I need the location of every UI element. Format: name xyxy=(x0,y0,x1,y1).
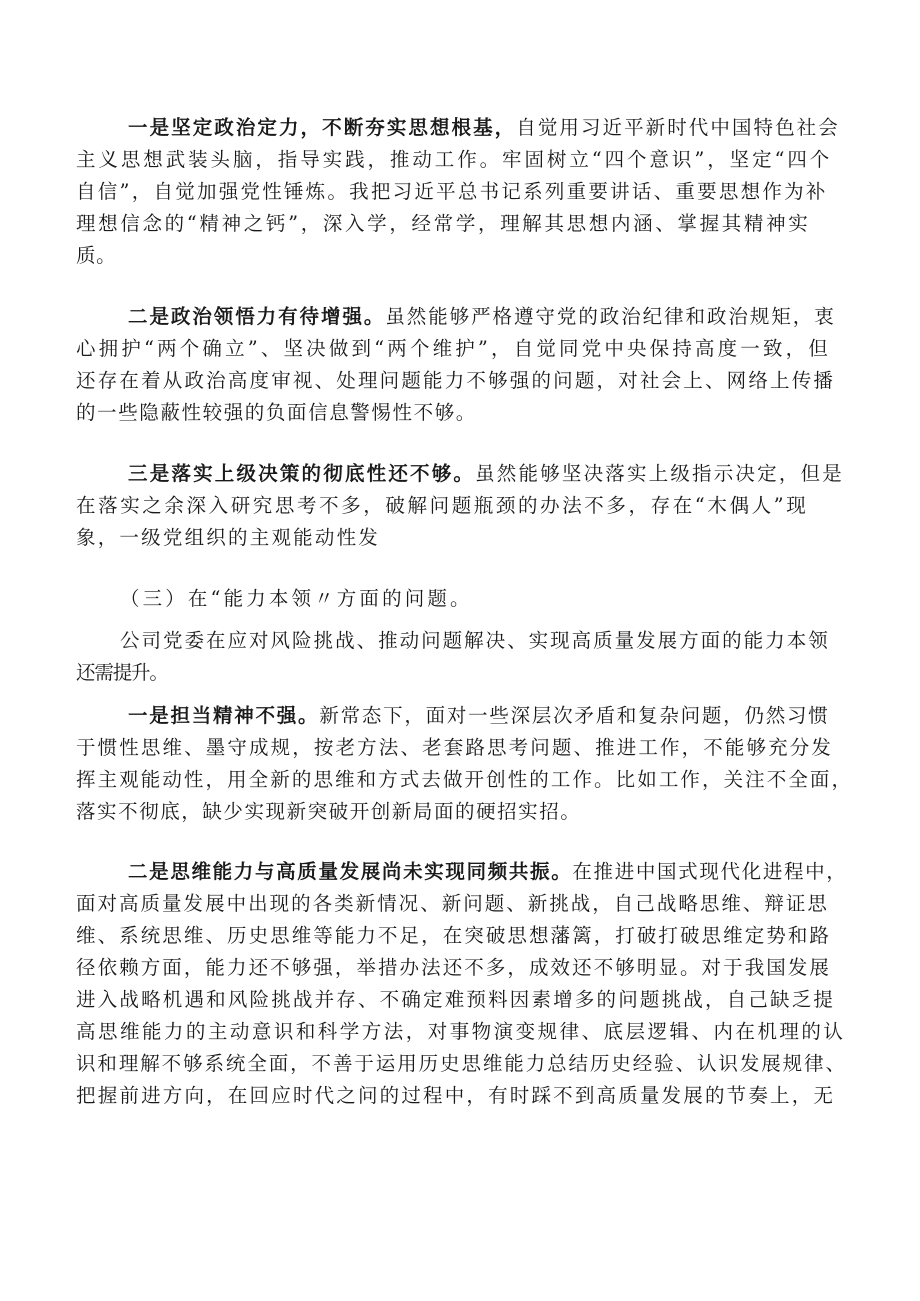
body-text: 进入战略机遇和风险挑战并存、不确定难预料因素增多的问题挑战，自己缺乏提 xyxy=(76,988,836,1011)
body-text: 还需提升。 xyxy=(76,661,168,684)
body-text: 还存在着从政治高度审视、处理问题能力不够强的问题，对社会上、网络上传播 xyxy=(76,369,836,392)
body-text: 公司党委在应对风险挑战、推动问题解决、实现高质量发展方面的能力本领 xyxy=(120,629,830,652)
bold-lead-text: 二是政治领悟力有待增强。 xyxy=(128,305,386,328)
paragraph-line xyxy=(76,526,380,550)
paragraph-line xyxy=(128,704,829,728)
body-text: 自觉用习近平新时代中国特色社会 xyxy=(516,116,840,139)
paragraph-line xyxy=(76,956,831,980)
body-text: 心拥护“两个确立”、坚决做到“两个维护”，自觉同党中央保持高度一致，但 xyxy=(76,337,831,360)
paragraph-line xyxy=(128,305,836,329)
bold-lead-text: 一是坚定政治定力，不断夯实思想根基， xyxy=(128,116,517,139)
paragraph-line xyxy=(76,1020,845,1044)
paragraph-line xyxy=(76,401,477,425)
body-text: 识和理解不够系统全面，不善于运用历史思维能力总结历史经验、认识发展规律、 xyxy=(76,1052,847,1075)
body-text: 挥主观能动性，用全新的思维和方式去做开创性的工作。比如工作，关注不全面， xyxy=(76,768,854,791)
body-text: 落实不彻底，缺少实现新突破开创新局面的硬招实招。 xyxy=(76,800,582,823)
paragraph-line xyxy=(76,661,168,685)
body-text: 面对高质量发展中出现的各类新情况、新问题、新挑战，自己战略思维、辩证思 xyxy=(76,892,829,915)
body-text: 虽然能够坚决落实上级指示决定，但是 xyxy=(475,462,844,485)
paragraph-line xyxy=(76,244,116,268)
paragraph-line xyxy=(76,212,810,236)
body-text: 于惯性思维、墨守成规，按老方法、老套路思考问题、推进工作，不能够充分发 xyxy=(76,736,834,759)
body-text: 理想信念的“精神之钙”，深入学，经常学，理解其思想内涵、掌握其精神实 xyxy=(76,212,811,235)
body-text: 新常态下，面对一些深层次矛盾和复杂问题，仍然习惯 xyxy=(319,704,830,727)
body-text: 质。 xyxy=(76,244,117,267)
bold-lead-text: 三是落实上级决策的彻底性还不够。 xyxy=(128,462,476,485)
bold-lead-text: 二是思维能力与高质量发展尚未实现同频共振。 xyxy=(128,860,573,883)
paragraph-line xyxy=(128,462,844,486)
paragraph-line xyxy=(128,860,847,884)
body-text: 自信”，自觉加强党性锤炼。我把习近平总书记系列重要讲话、重要思想作为补 xyxy=(76,180,828,203)
paragraph-line xyxy=(76,337,831,361)
paragraph-line xyxy=(128,116,840,140)
body-text: 径依赖方面，能力还不够强，举措办法还不多，成效还不够明显。对于我国发展 xyxy=(76,956,831,979)
paragraph-line xyxy=(76,892,829,916)
body-text: 在落实之余深入研究思考不多，破解问题瓶颈的办法不多，存在“木偶人”现 xyxy=(76,494,809,517)
body-text: 高思维能力的主动意识和科学方法，对事物演变规律、底层逻辑、内在机理的认 xyxy=(76,1020,846,1043)
body-text: （三）在“能力本领〃方面的问题。 xyxy=(120,587,473,610)
paragraph-line xyxy=(76,1052,847,1076)
paragraph-line xyxy=(120,629,830,653)
body-text: 把握前进方向，在回应时代之问的过程中，有时踩不到高质量发展的节奏上，无 xyxy=(76,1084,836,1107)
body-text: 主义思想武装头脑，指导实践，推动工作。牢固树立“四个意识”，坚定“四个 xyxy=(76,148,833,171)
paragraph-line xyxy=(76,369,835,393)
paragraph-line xyxy=(76,736,833,760)
body-text: 在推进中国式现代化进程中， xyxy=(572,860,848,883)
paragraph-line xyxy=(76,800,581,824)
paragraph-line xyxy=(76,1084,835,1108)
paragraph-line xyxy=(120,587,473,611)
paragraph-line xyxy=(76,988,835,1012)
paragraph-line xyxy=(76,924,831,948)
paragraph-line xyxy=(76,768,853,792)
bold-lead-text: 一是担当精神不强。 xyxy=(128,704,320,727)
paragraph-line xyxy=(76,180,828,204)
paragraph-line xyxy=(76,148,832,172)
body-text: 象，一级党组织的主观能动性发 xyxy=(76,526,381,549)
body-text: 虽然能够严格遵守党的政治纪律和政治规矩，衷 xyxy=(385,305,836,328)
body-text: 维、系统思维、历史思维等能力不足，在突破思想藩篱，打破打破思维定势和路 xyxy=(76,924,831,947)
paragraph-line xyxy=(76,494,808,518)
body-text: 的一些隐蔽性较强的负面信息警惕性不够。 xyxy=(76,401,477,424)
